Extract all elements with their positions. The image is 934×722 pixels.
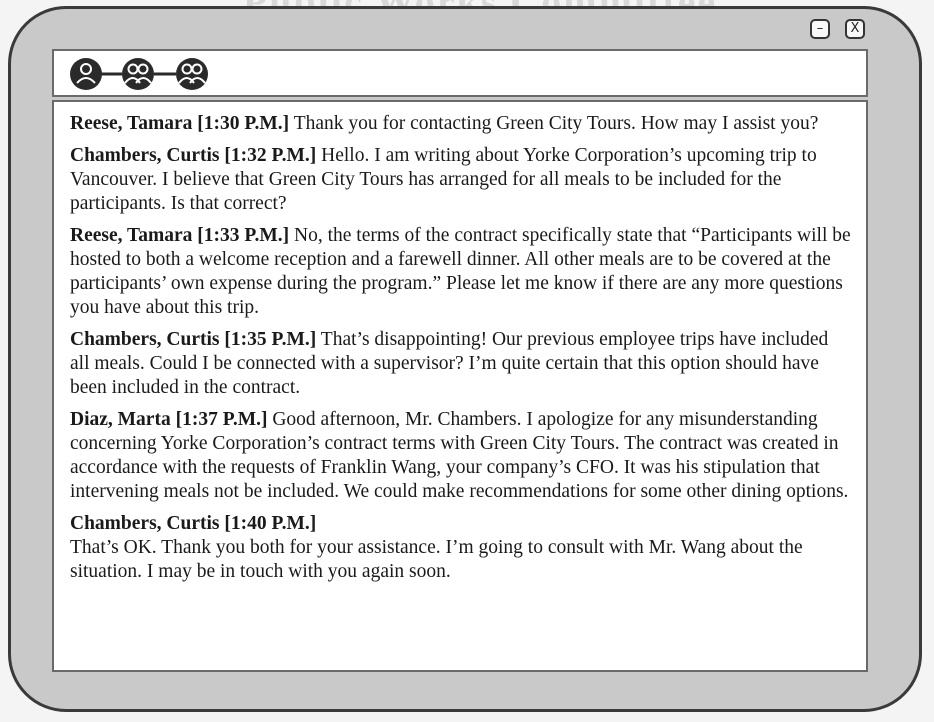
chat-transcript[interactable] — [52, 100, 868, 672]
message-text: That’s OK. Thank you both for your assistance. I’m going to consult with Mr. Wang about the situation. I may be in touch with you again soon. — [70, 537, 803, 582]
message-sender: Reese, Tamara [1:33 P.M.] — [70, 225, 290, 246]
chat-message — [70, 328, 852, 400]
chat-window — [8, 6, 922, 712]
message-text: Hello. I am writing about Yorke Corporation’s upcoming trip to Vancouver. I believe that Green City Tours has arranged for all meals to be included for the participants. Is that correct? — [70, 145, 817, 214]
message-sender: Chambers, Curtis [1:32 P.M.] — [70, 145, 317, 166]
message-text: Good afternoon, Mr. Chambers. I apologize for any misunderstanding concerning Yorke Corporation’s contract terms with Green City Tours. The contract was created in accordance with the requests of Franklin Wang, your company’s CFO. It was his stipulation that intervening meals not be included. We could make recommendations for some other dining options. — [70, 409, 849, 502]
message-sender: Diaz, Marta [1:37 P.M.] — [70, 409, 268, 430]
message-sender: Reese, Tamara [1:30 P.M.] — [70, 113, 290, 134]
chat-message — [70, 144, 852, 216]
message-sender: Chambers, Curtis [1:40 P.M.] — [70, 513, 317, 534]
chat-message — [70, 512, 852, 584]
close-button[interactable]: X — [845, 19, 865, 39]
message-sender: Chambers, Curtis [1:35 P.M.] — [70, 329, 317, 350]
participants-toolbar — [52, 49, 868, 97]
message-text: That’s disappointing! Our previous employee trips have included all meals. Could I be connected with a supervisor? I’m quite certain that this option should have been included in the contract. — [70, 329, 829, 398]
chat-message — [70, 224, 852, 320]
minimize-button[interactable]: – — [810, 19, 830, 39]
chat-message — [70, 408, 852, 504]
participants-indicator[interactable] — [70, 55, 210, 93]
user-icon[interactable] — [70, 58, 102, 90]
message-text: Thank you for contacting Green City Tours. How may I assist you? — [293, 113, 819, 134]
user-pair-icon[interactable] — [122, 58, 154, 90]
message-text: No, the terms of the contract specifically state that “Participants will be hosted to both a welcome reception and a farewell dinner. All other meals are to be covered at the participants’ own expense during the program.” Please let me know if there are any more questions you have about this trip. — [70, 225, 851, 318]
chat-message — [70, 112, 852, 136]
user-pair-icon[interactable] — [176, 58, 208, 90]
